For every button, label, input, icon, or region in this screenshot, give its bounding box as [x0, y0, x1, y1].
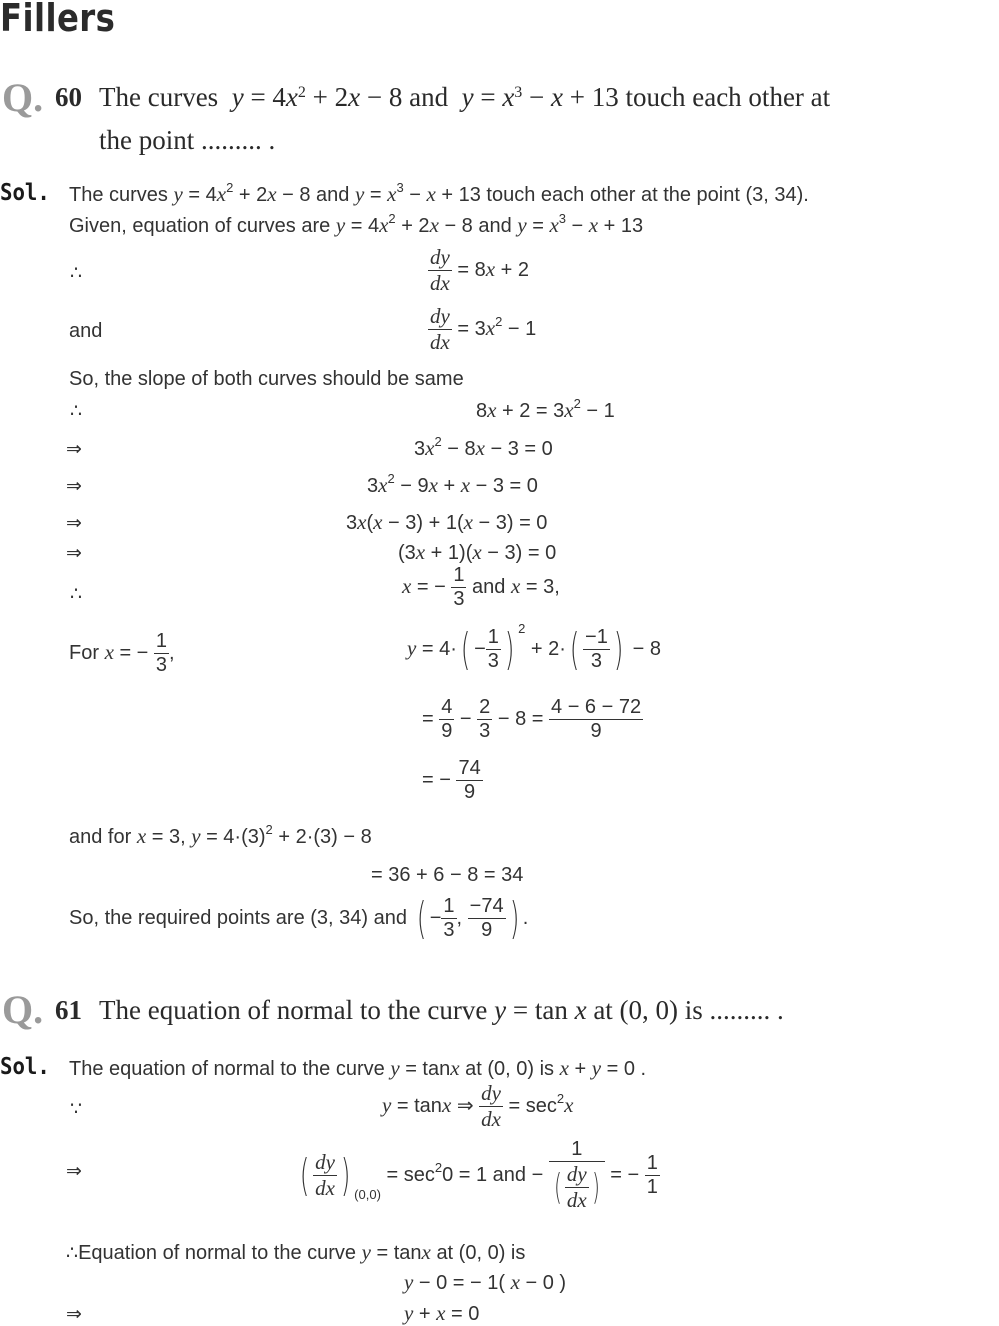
solution-label-61: Sol. — [0, 1054, 50, 1080]
slope-statement: So, the slope of both curves should be same — [69, 368, 464, 390]
y-simplify-1: = $\frac{4}{9}$ − $\frac{2}{3}$ − 8 = $\frac{4 - 6 - 72}{9}$ — [422, 696, 642, 742]
required-points: So, the required points are (3, 34) and ( − $\frac{1}{3}$ , $\frac{-74}{9}$ ) . — [69, 893, 529, 944]
derivative-tan: y = tanx ⇒ $\frac{dy}{dx}$ = $\sec^2x$ — [382, 1081, 574, 1131]
implies-icon: ⇒ — [66, 1303, 82, 1325]
derivative-2: $\frac{dy}{dx}$ = $3x^2 - 1$ — [430, 304, 537, 354]
because-icon: ∵ — [70, 1098, 83, 1120]
y-at-x-3-result: = 36 + 6 − 8 = 34 — [371, 864, 524, 886]
question-60-line-1: The curves $y = 4x^2 + 2x - 8$ and $y = x^3 - x + 13$ touch each other at — [99, 82, 831, 112]
equation-step-2: $3x^2 - 8x - 3 = 0$ — [414, 434, 553, 460]
implies-icon: ⇒ — [66, 475, 82, 497]
question-marker-61: Q. — [2, 987, 44, 1032]
answer-60: The curves $y = 4x^2 + 2x - 8$ and $y = x^3 - x + 13$ touch each other at the point (3, 34). — [69, 180, 809, 206]
question-60-line-2: the point ......... . — [99, 125, 276, 155]
normal-equation-1: y − 0 = − 1( x − 0 ) — [404, 1270, 567, 1294]
roots: x = − $\frac{1}{3}$ and x = 3, — [402, 564, 560, 610]
implies-icon: ⇒ — [66, 1160, 82, 1182]
question-number-60: 60 — [55, 82, 82, 112]
implies-icon: ⇒ — [66, 512, 82, 534]
therefore-icon: ∴ — [70, 262, 83, 284]
implies-icon: ⇒ — [66, 542, 82, 564]
solution-label-60: Sol. — [0, 180, 50, 206]
y-at-x-3: and for x = 3, $y = 4\cdot(3)^2 + 2\cdot(3) - 8$ — [69, 822, 372, 848]
normal-equation-2: y + x = 0 — [404, 1301, 480, 1325]
normal-equation-text: ∴Equation of normal to the curve y = tanx at (0, 0) is — [66, 1240, 526, 1264]
question-number-61: 61 — [55, 995, 82, 1025]
therefore-icon: ∴ — [70, 583, 83, 605]
equation-step-4: 3x(x − 3) + 1(x − 3) = 0 — [346, 510, 548, 534]
question-61-text: The equation of normal to the curve y = tan x at (0, 0) is ......... . — [99, 995, 784, 1025]
derivative-1: $\frac{dy}{dx}$ = 8x + 2 — [430, 245, 529, 295]
y-simplify-2: = − $\frac{74}{9}$ — [422, 757, 481, 803]
therefore-icon: ∴ — [70, 400, 83, 422]
y-substitution: y = 4·( − $\frac{1}{3}$ ) $^2$ + 2·( $\frac{-1}{3}$ ) − 8 — [407, 620, 661, 675]
equation-step-1: $8x + 2 = 3x^2 - 1$ — [476, 396, 615, 422]
equation-step-5: (3x + 1)(x − 3) = 0 — [398, 540, 557, 564]
and-label: and — [69, 320, 103, 342]
implies-icon: ⇒ — [66, 438, 82, 460]
section-title: Fillers — [0, 0, 116, 40]
slope-at-origin: ( $\frac{dy}{dx}$ ) $_{(0,0)} = \sec^20 = 1$ and − 1 ( $\frac{dy}{dx}$ ) = − $\frac{1}{1}$ — [299, 1138, 658, 1212]
answer-61: The equation of normal to the curve y = tanx at (0, 0) is x + y = 0 . — [69, 1056, 647, 1080]
given-equations: Given, equation of curves are $y = 4x^2 + 2x - 8$ and $y = x^3 - x + 13$ — [69, 211, 644, 237]
question-marker-60: Q. — [2, 75, 44, 120]
for-x-neg-third: For x = − $\frac{1}{3}$ , — [69, 630, 175, 676]
equation-step-3: $3x^2 - 9x + x - 3 = 0$ — [367, 471, 538, 497]
